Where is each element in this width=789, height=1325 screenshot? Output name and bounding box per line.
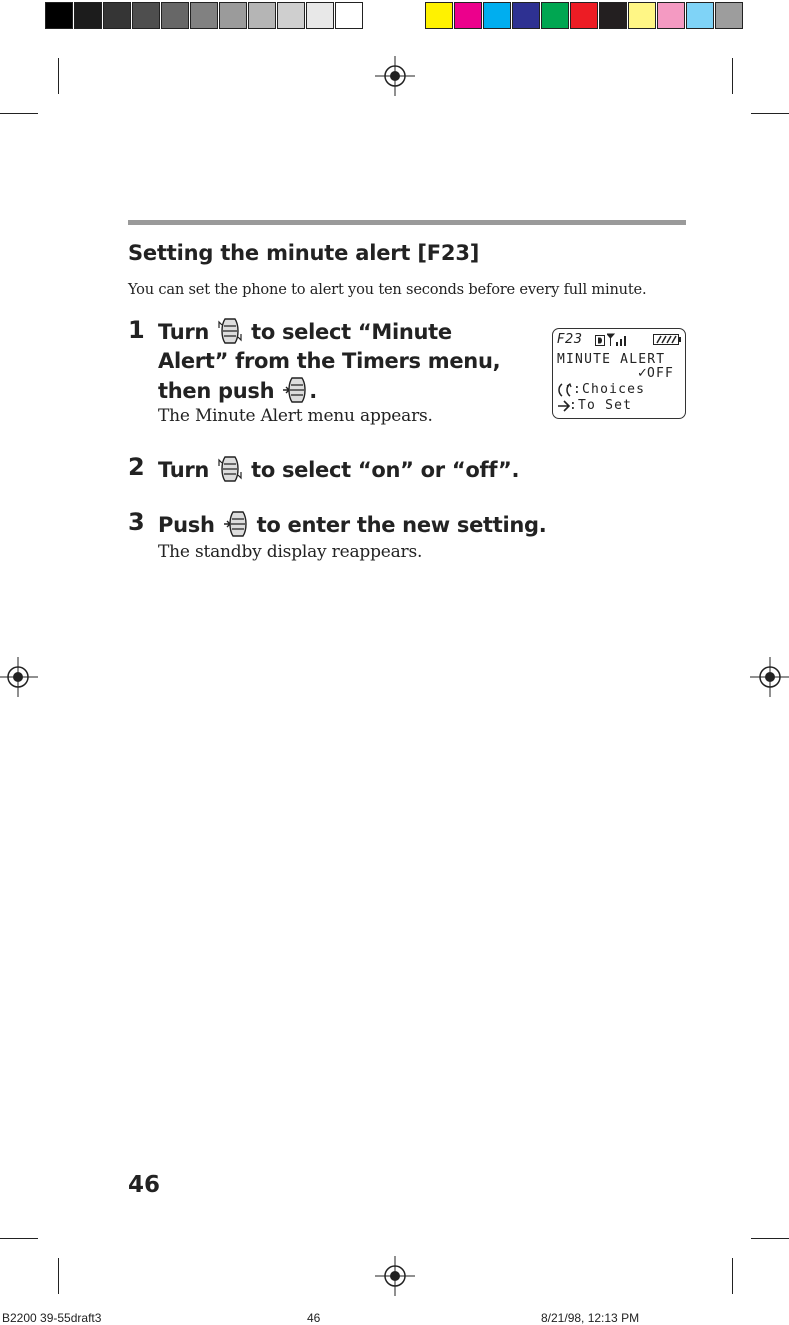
gray-swatch [132,2,160,29]
section-title: Setting the minute alert [F23] [128,241,480,265]
checkmark-icon: ✓ [637,366,648,381]
footer-page: 46 [307,1311,321,1325]
battery-icon [653,334,681,345]
footer-timestamp: 8/21/98, 12:13 PM [541,1311,640,1325]
jog-dial-turn-icon [218,455,242,483]
jog-dial-push-icon [283,376,307,404]
step-text: . [309,379,317,403]
display-code: F23 [557,332,583,347]
section-intro: You can set the phone to alert you ten seconds before every full minute. [128,281,647,298]
color-swatch [425,2,453,29]
color-swatch [657,2,685,29]
step-3-instruction [158,510,546,540]
jog-dial-push-icon [224,510,248,538]
jog-dial-turn-icon [218,317,242,345]
section-rule [128,220,686,225]
color-swatch [599,2,627,29]
page-number: 46 [128,1172,161,1198]
signal-strength-icon [607,333,627,346]
gray-swatch [277,2,305,29]
step-number: 1 [128,316,145,344]
step-number: 3 [128,508,145,536]
gray-swatch [74,2,102,29]
color-swatch [628,2,656,29]
step-2-instruction [158,455,519,485]
color-swatch [483,2,511,29]
step-text: then push [158,379,275,403]
step-3-note: The standby display reappears. [158,542,423,562]
step-1-instruction [158,317,500,406]
gray-swatch [306,2,334,29]
color-swatch [512,2,540,29]
crop-mark [58,1258,59,1294]
gray-swatch [161,2,189,29]
registration-mark-icon [0,657,38,697]
step-text: to select “Minute [251,320,452,344]
gray-swatch [103,2,131,29]
step-text: to enter the new setting. [256,513,547,537]
registration-mark-icon [375,56,415,96]
step-text: Turn [158,458,210,482]
step-number: 2 [128,453,145,481]
crop-mark [58,58,59,94]
step-text: to select “on” or “off”. [251,458,520,482]
color-swatch [686,2,714,29]
step-text: Turn [158,320,210,344]
crop-mark [751,113,789,114]
crop-mark [732,1258,733,1294]
color-swatch [570,2,598,29]
color-swatch [541,2,569,29]
registration-mark-icon [750,657,789,697]
display-line-off: OFF [647,366,675,381]
crop-mark [751,1238,789,1239]
display-line-to-set: :To Set [569,398,633,413]
step-text: Alert” from the Timers menu, [158,349,501,373]
gray-swatch [248,2,276,29]
step-text: Push [158,513,215,537]
gray-swatch [219,2,247,29]
color-swatch [454,2,482,29]
display-line-minute-alert: MINUTE ALERT [557,352,666,367]
registration-mark-icon [375,1256,415,1296]
crop-mark [0,113,38,114]
phone-display [552,328,686,419]
crop-mark [732,58,733,94]
step-1-note: The Minute Alert menu appears. [158,406,433,426]
crop-mark [0,1238,38,1239]
digital-mode-icon [595,335,605,346]
display-line-choices: :Choices [573,382,646,397]
gray-swatch [45,2,73,29]
gray-swatch [335,2,363,29]
footer-file-name: B2200 39-55draft3 [2,1311,102,1325]
gray-swatch [190,2,218,29]
color-swatch [715,2,743,29]
